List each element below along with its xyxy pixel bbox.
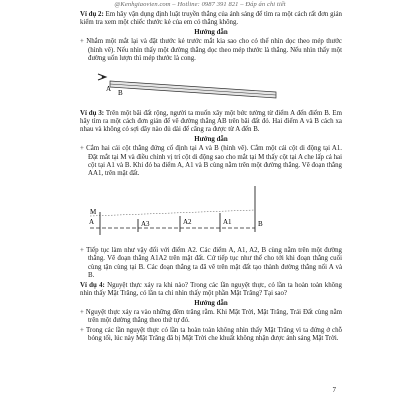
example-3-label: Ví dụ 3: bbox=[80, 109, 105, 117]
example-3-answer-2-text: Tiếp tục làm như vậy đối với điểm A2. Các điểm A, A1, A2, B cùng nằm trên một đường thẳng. Vẽ đoạn thẳng A1A2 trên mặt đất. Cứ tiếp tục như thế cho tới khi đoạn thẳng cuối cùng tận cùng tại B. Các đoạn thẳng ta đã vẽ trên mặt đất tạo thành đường thẳng nối A và B. bbox=[86, 247, 342, 279]
example-3-question bbox=[80, 110, 342, 135]
example-2-text: Em hãy vận dụng định luật truyền thẳng của ánh sáng để tìm ra một cách rất đơn giản kiểm tra xem một chiếc thước kẻ của em có thẳng không. bbox=[80, 11, 342, 27]
example-4-question bbox=[80, 282, 342, 299]
example-3-answer-2: + Tiếp tục làm như vậy đối với điểm A2. Các điểm A, A1, A2, B cùng nằm trên một đường thẳng. Vẽ đoạn thẳng A1A2 trên mặt đất. Cứ tiếp tục như thế cho tới khi đoạn thẳng cuối cùng tận cùng tại B. Các đoạn thẳng ta đã vẽ trên mặt đất tạo thành đường thẳng nối A và B. bbox=[80, 247, 342, 279]
example-4-answer-1: + Nguyệt thực xảy ra vào những đêm trăng rằm. Khi Mặt Trời, Mặt Trăng, Trái Đất cùng nằm trên một đường thẳng theo thứ tự đó. bbox=[80, 308, 342, 324]
example-2-answer-text: Nhắm một mắt lại và đặt thước kẻ trước mắt kia sao cho có thể nhìn dọc theo mép thước (hình vẽ). Nếu nhìn thấy một đường thẳng dọc theo mép thước là thẳng. Nếu nhìn thấy một đường uốn lượn thì mép thước là cong. bbox=[86, 38, 342, 62]
ruler-figure bbox=[80, 65, 342, 108]
example-3-text: Trên một bãi đất rộng, người ta muốn xây một bức tường từ điểm A đến điểm B. Em hãy tìm ra một cách đơn giản để vẽ đường thẳng AB trên bãi đất đó. Hai điểm A và B cách xa nhau và không có sợi dây nào đủ dài để căng ra được từ A đến B. bbox=[80, 109, 342, 134]
example-4-answer-2: + Trong các lần nguyệt thực có lần ta hoàn toàn không nhìn thấy Mặt Trăng vì ta đứng ở chỗ bóng tối, lúc này Mặt Trăng đã bị Mặt Trời che khuất không nhận được ánh sáng Mặt Trời. bbox=[80, 326, 342, 342]
label-a2: A2 bbox=[183, 217, 192, 226]
label-a1: A1 bbox=[223, 217, 232, 226]
example-3-answer-1-text: Cắm hai cái cột thẳng đứng cố định tại A và B (hình vẽ). Cắm một cái cột di động tại A1. Đặt mắt tại M và điều chỉnh vị trí cột di động sao cho mắt tại M thấy cột tại A che lấp cả hai cột tại A1 và B. Khi đó ba điểm A, A1 và B cùng nằm trên một đường thẳng. Vẽ đoạn thẳng AA1, trên mặt đất. bbox=[86, 145, 342, 177]
example-4-answer-2-text: Trong các lần nguyệt thực có lần ta hoàn toàn không nhìn thấy Mặt Trăng vì ta đứng ở chỗ bóng tối, lúc này Mặt Trăng đã bị Mặt Trời che khuất không nhận được ánh sáng Mặt Trời. bbox=[85, 326, 342, 342]
page-content bbox=[80, 11, 342, 345]
ruler-diagram bbox=[80, 65, 342, 105]
poles-diagram bbox=[80, 180, 342, 242]
example-3-guide-heading: Hướng dẫn bbox=[194, 136, 228, 143]
page-number: 7 bbox=[332, 386, 336, 394]
example-4-text: Nguyệt thực xảy ra khi nào? Trong các lần nguyệt thực, có lần ta hoàn toàn không nhìn thấy Mặt Trăng, có lần ta chỉ nhìn thấy một phần Mặt Trăng? Tại sao? bbox=[80, 281, 342, 297]
example-4-label: Ví dụ 4: bbox=[80, 281, 105, 289]
example-2-guide-heading: Hướng dẫn bbox=[194, 29, 228, 36]
example-2-question bbox=[80, 11, 342, 28]
ruler-label-b: B bbox=[118, 88, 123, 97]
label-b: B bbox=[258, 219, 263, 228]
example-4-guide-heading: Hướng dẫn bbox=[194, 299, 228, 307]
label-m: M bbox=[90, 207, 97, 216]
label-a: A bbox=[89, 217, 95, 226]
eye-icon bbox=[98, 74, 106, 80]
ruler-label-a: A bbox=[106, 84, 112, 93]
example-4-answer-1-text: Nguyệt thực xảy ra vào những đêm trăng rằm. Khi Mặt Trời, Mặt Trăng, Trái Đất cùng nằm trên một đường thẳng theo thứ tự đó. bbox=[85, 308, 342, 324]
poles-figure bbox=[80, 180, 342, 245]
label-a3: A3 bbox=[141, 219, 150, 228]
example-3-answer-1: + Cắm hai cái cột thẳng đứng cố định tại A và B (hình vẽ). Cắm một cái cột di động tại A1. Đặt mắt tại M và điều chỉnh vị trí cột di động sao cho mắt tại M thấy cột tại A che lấp cả hai cột tại A1 và B. Khi đó ba điểm A, A1 và B cùng nằm trên một đường thẳng. Vẽ đoạn thẳng AA1, trên mặt đất. bbox=[80, 145, 342, 177]
example-2-answer: + Nhắm một mắt lại và đặt thước kẻ trước mắt kia sao cho có thể nhìn dọc theo mép thước (hình vẽ). Nếu nhìn thấy một đường thẳng dọc theo mép thước là thẳng. Nếu nhìn thấy một đường uốn lượn thì mép thước là cong. bbox=[80, 38, 342, 62]
example-2-label: Ví dụ 2: bbox=[80, 11, 104, 18]
page-header: @Kenhgiaovien.com – Hotline: 0987 391 821 – Đáp án chi tiết bbox=[114, 1, 286, 8]
